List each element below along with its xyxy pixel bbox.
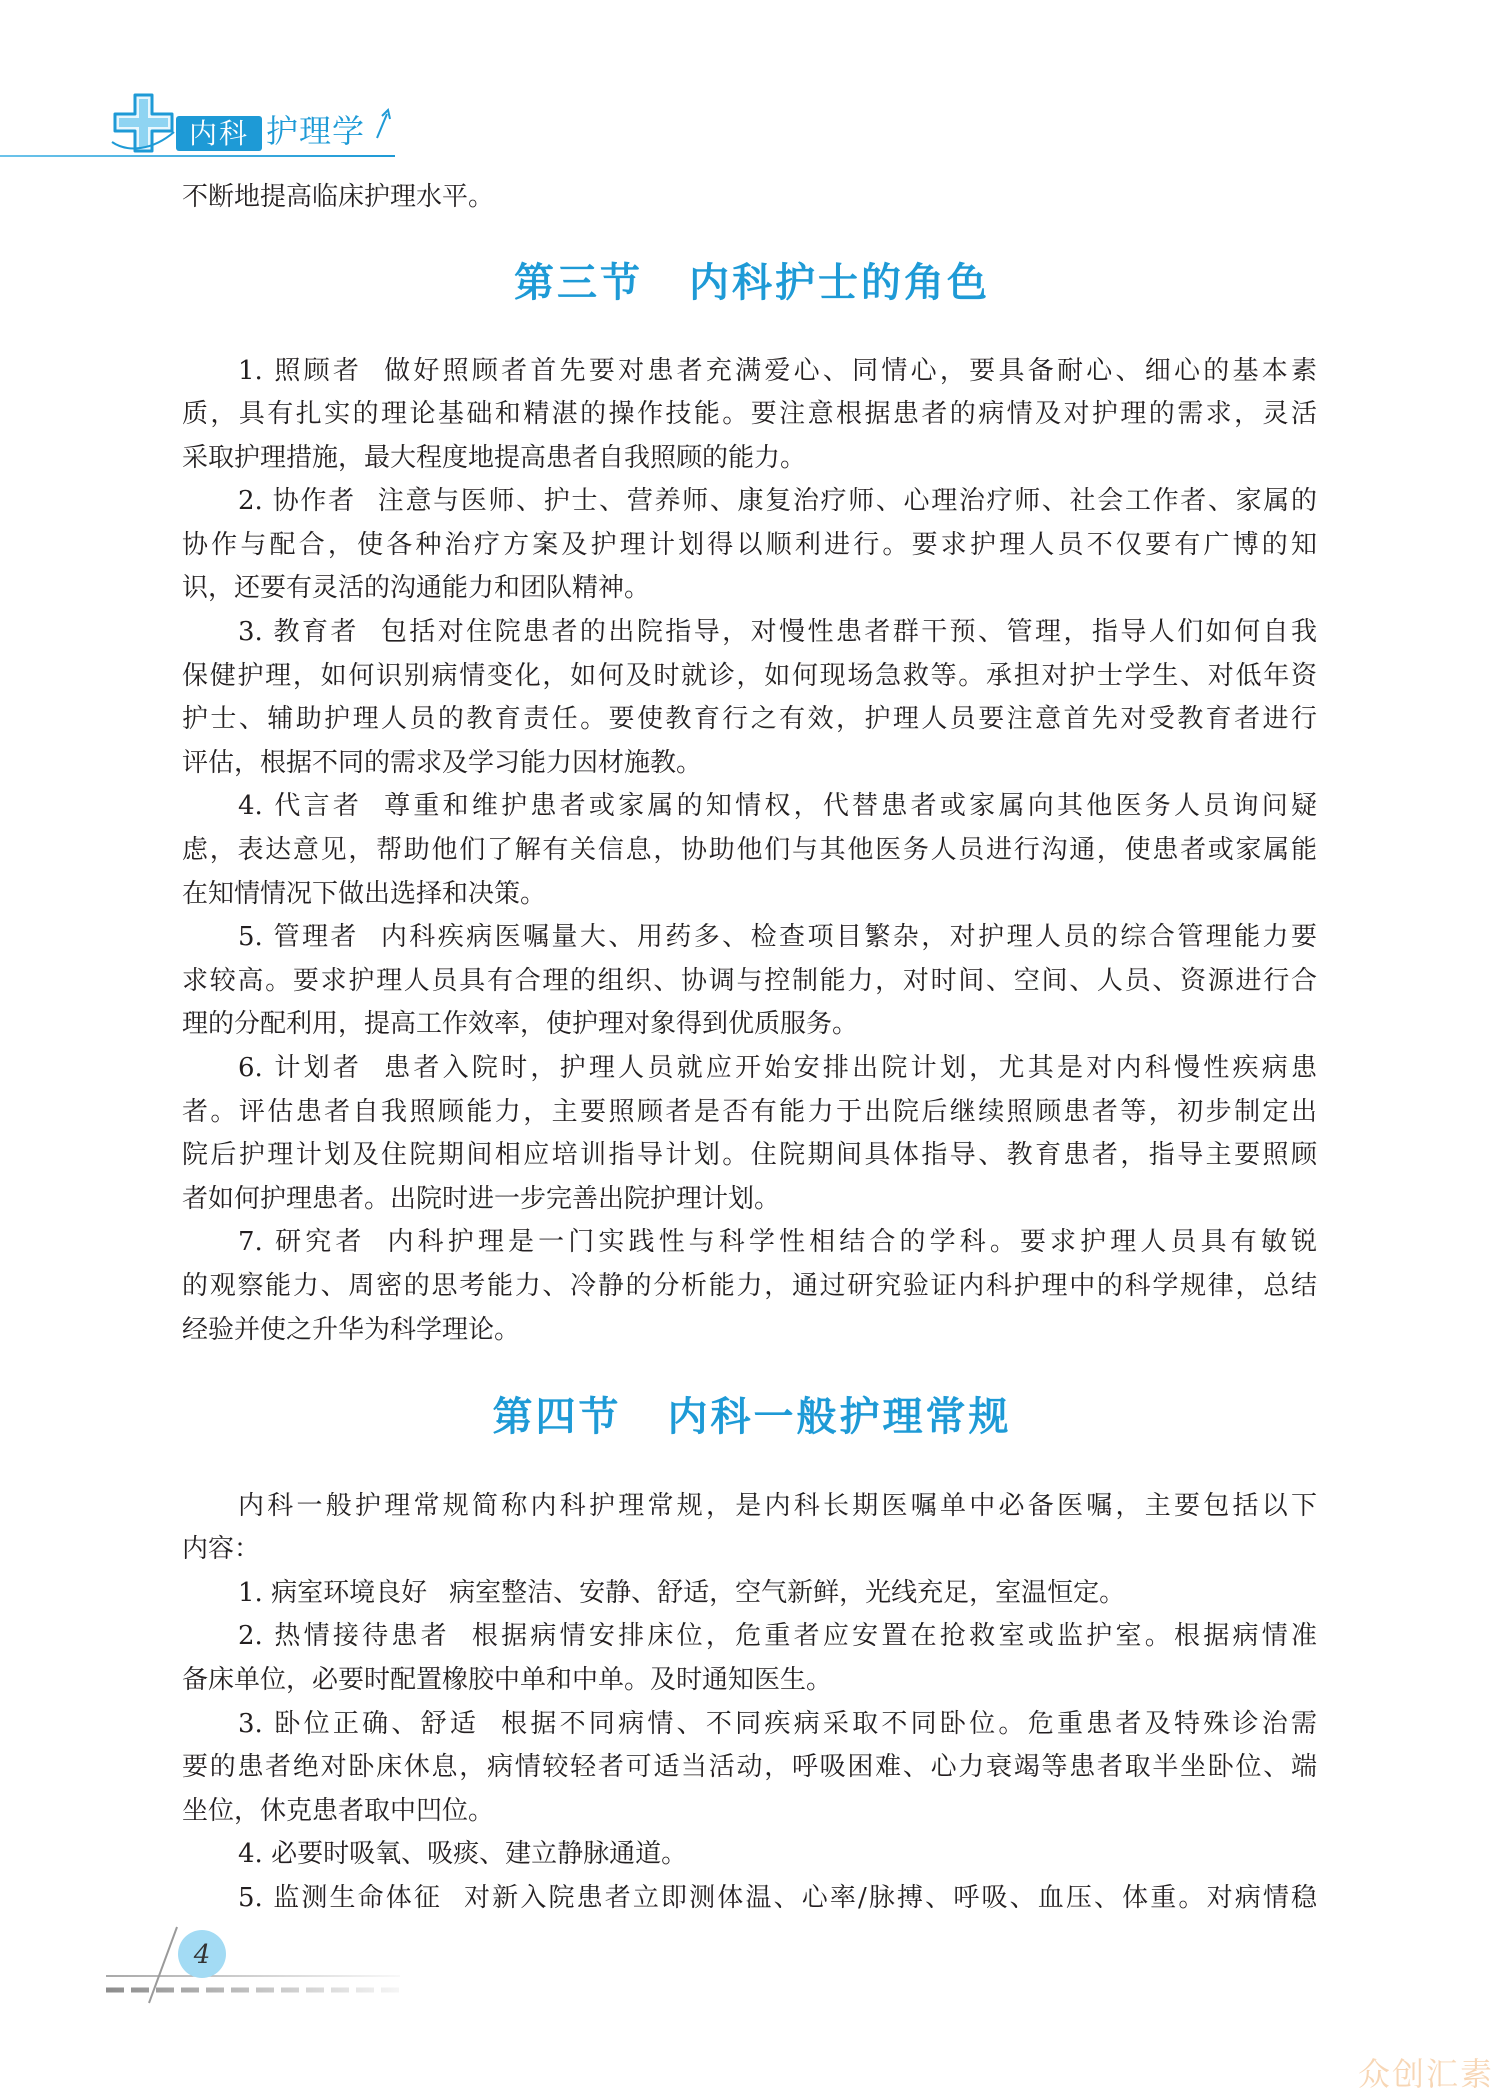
paragraph-line: 内科一般护理常规简称内科护理常规，是内科长期医嘱单中必备医嘱，主要包括以下 [238, 1490, 1317, 1521]
paragraph-line [182, 785, 1317, 829]
section-number: 第四节 [492, 1393, 622, 1440]
arrow-icon [372, 108, 394, 140]
item-text: 包括对住院患者的出院指导，对慢性患者群干预、管理，指导人们如何自我 [380, 617, 1317, 648]
item-text: 尊重和维护患者或家属的知情权，代替患者或家属向其他医务人员询问疑 [384, 791, 1317, 822]
item-label: 3. 教育者 [238, 617, 359, 648]
item-label: 3. 卧位正确、舒适 [238, 1708, 480, 1739]
paragraph-line: 采取护理措施，最大程度地提高患者自我照顾的能力。 [182, 442, 807, 473]
item-label: 2. 协作者 [238, 486, 356, 517]
paragraph-line: 协作与配合，使各种治疗方案及护理计划得以顺利进行。要求护理人员不仅要有广博的知 [182, 529, 1317, 560]
paragraph-line [182, 1047, 1317, 1091]
section-title: 内科一般护理常规 [667, 1393, 1012, 1440]
logo-label-box: 内科 [176, 116, 262, 151]
item-text: 患者入院时，护理人员就应开始安排出院计划，尤其是对内科慢性疾病患 [384, 1053, 1317, 1083]
item-text: 内科疾病医嘱量大、用药多、检查项目繁杂，对护理人员的综合管理能力要 [380, 922, 1317, 953]
paragraph-line: 求较高。要求护理人员具有合理的组织、协调与控制能力，对时间、空间、人员、资源进行合 [182, 965, 1317, 996]
section-number: 第三节 [514, 259, 643, 306]
paragraph-line: 者。评估患者自我照顾能力，主要照顾者是否有能力于出院后继续照顾患者等，初步制定出 [182, 1096, 1317, 1127]
item-label: 1. 照顾者 [238, 355, 363, 386]
item-text: 注意与医师、护士、营养师、康复治疗师、心理治疗师、社会工作者、家属的 [377, 486, 1317, 517]
paragraph-line [182, 1703, 1317, 1747]
paragraph-line [182, 1615, 1317, 1659]
section-3-body [182, 350, 1317, 1353]
paragraph-line: 院后护理计划及住院期间相应培训指导计划。住院期间具体指导、教育患者，指导主要照顾 [182, 1140, 1317, 1171]
item-label: 7. 研究者 [238, 1227, 366, 1258]
paragraph-line: 质，具有扎实的理论基础和精湛的操作技能。要注意根据患者的病情及对护理的需求，灵活 [182, 399, 1317, 430]
item-text: 做好照顾者首先要对患者充满爱心、同情心，要具备耐心、细心的基本素 [384, 355, 1317, 386]
paragraph-line [182, 1572, 1317, 1616]
logo-title: 护理学 [266, 112, 366, 150]
item-text: 根据病情安排床位，危重者应安置在抢救室或监护室。根据病情准 [471, 1621, 1317, 1652]
item-label: 6. 计划者 [238, 1053, 363, 1083]
page-number: 4 [193, 1940, 211, 1970]
medical-cross-icon [108, 90, 178, 156]
paragraph-line [182, 480, 1317, 524]
paragraph-line [182, 1221, 1317, 1265]
item-label: 5. 监测生命体征 [238, 1882, 443, 1913]
paragraph-line: 4. 必要时吸氧、吸痰、建立静脉通道。 [238, 1839, 688, 1870]
header-rule [0, 155, 395, 157]
item-text: 内科护理是一门实践性与科学性相结合的学科。要求护理人员具有敏锐 [387, 1227, 1317, 1258]
item-text: 根据不同病情、不同疾病采取不同卧位。危重患者及特殊诊治需 [501, 1708, 1317, 1739]
paragraph-line: 内容： [182, 1534, 261, 1565]
watermark: 众创汇素 [1357, 2055, 1494, 2093]
item-label: 4. 代言者 [238, 791, 363, 822]
paragraph-line: 不断地提高临床护理水平。 [182, 181, 495, 212]
item-label: 2. 热情接待患者 [238, 1621, 450, 1652]
paragraph-line: 保健护理，如何识别病情变化，如何及时就诊，如何现场急救等。承担对护士学生、对低年资 [182, 660, 1317, 691]
section-heading-3 [0, 255, 1504, 311]
paragraph-line: 评估，根据不同的需求及学习能力因材施教。 [182, 747, 703, 778]
paragraph-line: 经验并使之升华为科学理论。 [182, 1314, 521, 1345]
paragraph-line: 虑，表达意见，帮助他们了解有关信息，协助他们与其他医务人员进行沟通，使患者或家属能 [182, 835, 1317, 866]
paragraph-line [182, 916, 1317, 960]
paragraph-line: 要的患者绝对卧床休息，病情较轻者可适当活动，呼吸困难、心力衰竭等患者取半坐卧位、端 [182, 1752, 1317, 1783]
paragraph-line [182, 350, 1317, 394]
paragraph-line: 在知情情况下做出选择和决策。 [182, 878, 547, 909]
paragraph-line [182, 611, 1317, 655]
item-text: 对新入院患者立即测体温、心率/脉搏、呼吸、血压、体重。对病情稳 [464, 1882, 1317, 1913]
paragraph-line: 护士、辅助护理人员的教育责任。要使教育行之有效，护理人员要注意首先对受教育者进行 [182, 704, 1317, 735]
paragraph-line: 者如何护理患者。出院时进一步完善出院护理计划。 [182, 1183, 781, 1214]
paragraph-line: 备床单位，必要时配置橡胶中单和中单。及时通知医生。 [182, 1664, 833, 1695]
paragraph-line: 的观察能力、周密的思考能力、冷静的分析能力，通过研究验证内科护理中的科学规律，总结 [182, 1270, 1317, 1301]
section-4-body [182, 1485, 1317, 1921]
paragraph-line: 坐位，休克患者取中凹位。 [182, 1795, 495, 1826]
paragraph-line: 识，还要有灵活的沟通能力和团队精神。 [182, 573, 651, 604]
section-heading-4 [0, 1389, 1504, 1445]
continuation-text [182, 176, 1317, 220]
item-label: 5. 管理者 [238, 922, 359, 953]
section-title: 内科护士的角色 [689, 259, 990, 306]
page-number-badge [100, 1908, 420, 2008]
paragraph-line: 理的分配利用，提高工作效率，使护理对象得到优质服务。 [182, 1009, 859, 1040]
item-label: 1. 病室环境良好 [238, 1577, 428, 1608]
item-text: 病室整洁、安静、舒适，空气新鲜，光线充足，室温恒定。 [449, 1577, 1126, 1608]
